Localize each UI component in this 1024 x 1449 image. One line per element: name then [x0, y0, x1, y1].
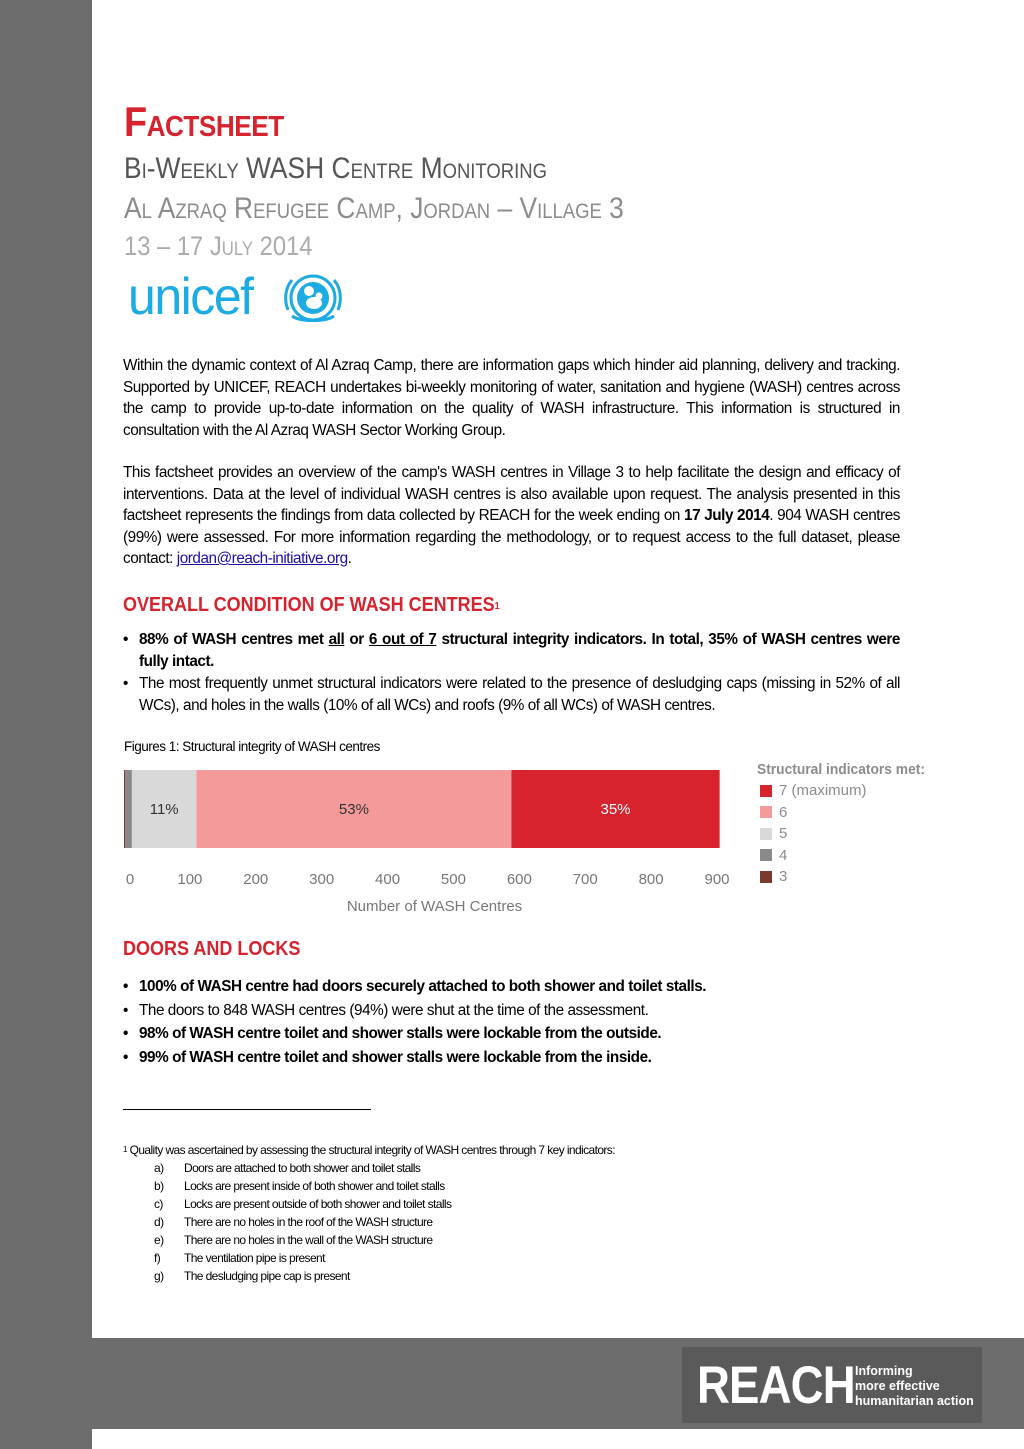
x-tick-label: 900 — [704, 871, 730, 888]
footnote-item — [154, 1159, 903, 1177]
legend-swatch — [760, 828, 772, 840]
footnote-item-label: g) — [154, 1269, 164, 1283]
footnote-item-text: There are no holes in the roof of the WASH structure — [184, 1215, 433, 1229]
legend-title: Structural indicators met: — [757, 761, 925, 778]
legend-item — [757, 823, 957, 845]
reach-tagline — [855, 1364, 980, 1409]
bullet-text: structural integrity indicators. In total, 35% of WASH centres were fully intact. — [139, 631, 900, 670]
footnote-item — [154, 1267, 903, 1285]
footnote — [123, 1141, 903, 1285]
list-item: • 100% of WASH centre had doors securely attached to both shower and toilet stalls. — [123, 975, 900, 999]
structural-integrity-chart — [120, 760, 740, 920]
x-tick-label: 200 — [243, 871, 269, 888]
list-item: • The doors to 848 WASH centres (94%) were shut at the time of the assessment. — [123, 999, 900, 1023]
list-item — [123, 629, 900, 673]
bullet-text-underlined: all — [328, 631, 345, 648]
list-item: • 98% of WASH centre toilet and shower stalls were lockable from the outside. — [123, 1022, 900, 1046]
legend-items — [757, 780, 957, 888]
footnote-divider — [123, 1109, 371, 1110]
footnote-item — [154, 1213, 903, 1231]
footnote-item-label: e) — [154, 1233, 164, 1247]
date-range: 13 – 17 July 2014 — [124, 231, 313, 261]
bar-data-label: 11% — [149, 801, 179, 818]
doors-locks-list — [123, 975, 900, 1069]
chart-legend — [757, 760, 957, 888]
footnote-item — [154, 1231, 903, 1249]
footnote-item-label: b) — [154, 1179, 164, 1193]
legend-swatch — [760, 871, 772, 883]
section-heading-overall-condition — [123, 593, 500, 617]
footnote-item-text: The ventilation pipe is present — [184, 1251, 325, 1265]
bullet-text: 88% of WASH centres met — [139, 631, 329, 648]
unicef-wordmark: unicef — [128, 268, 253, 326]
legend-item — [757, 845, 957, 867]
page-subtitle: Al Azraq Refugee Camp, Jordan – Village 3 — [124, 192, 624, 225]
x-tick-label: 800 — [638, 871, 664, 888]
x-tick-label: 0 — [125, 871, 135, 888]
legend-swatch — [760, 806, 772, 818]
footnote-item — [154, 1177, 903, 1195]
week-ending-date: 17 July 2014 — [684, 507, 770, 524]
footnote-item-text: The desludging pipe cap is present — [184, 1269, 350, 1283]
footnote-item-text: Doors are attached to both shower and toilet stalls — [184, 1161, 421, 1175]
bar-data-label: 53% — [338, 801, 369, 818]
figure-caption: Figures 1: Structural integrity of WASH centres — [124, 739, 380, 754]
legend-label: 3 — [779, 868, 788, 886]
footnote-marker: 1 — [494, 601, 500, 612]
bar-data-label: 35% — [600, 801, 631, 818]
intro-paragraph-2-text-a: This factsheet provides an overview of the camp's WASH centres in Village 3 to help facilitate the design and efficacy of interventions. Data at the level of individual WASH centres is also available upon request. The analysis presented in this factsheet represents the findings from data collected by REACH for the week ending on — [123, 464, 900, 524]
footnote-item — [154, 1195, 903, 1213]
footnote-intro-text: Quality was ascertained by assessing the structural integrity of WASH centres through 7 key indicators: — [126, 1143, 615, 1157]
footnote-item-text: There are no holes in the wall of the WASH structure — [184, 1233, 433, 1247]
footnote-item-text: Locks are present inside of both shower and toilet stalls — [184, 1179, 445, 1193]
footnote-item-label: a) — [154, 1161, 164, 1175]
x-tick-label: 300 — [309, 871, 335, 888]
reach-wordmark: REACH — [697, 1356, 855, 1415]
legend-item — [757, 780, 957, 802]
unicef-logo — [128, 268, 348, 328]
x-tick-label: 100 — [177, 871, 203, 888]
overall-condition-list — [123, 629, 900, 717]
legend-swatch — [760, 849, 772, 861]
reach-tagline-line: Informing — [855, 1364, 913, 1378]
footnote-item-label: f) — [154, 1251, 161, 1265]
x-tick-label: 700 — [572, 871, 598, 888]
footnote-item-label: c) — [154, 1197, 163, 1211]
legend-item — [757, 802, 957, 824]
footnote-item-text: Locks are present outside of both shower and toilet stalls — [184, 1197, 452, 1211]
footnote-indicator-list — [154, 1159, 903, 1285]
x-tick-label: 500 — [440, 871, 466, 888]
list-item: • The most frequently unmet structural indicators were related to the presence of desludging caps (missing in 52% of all WCs), and holes in the walls (10% of all WCs) and roofs (9% of all WCs) of WASH centres. — [123, 673, 900, 717]
section-heading-overall-text: OVERALL CONDITION OF WASH CENTRES — [123, 594, 495, 616]
bullet-text: or — [344, 631, 369, 648]
intro-paragraph-2-end: . — [347, 550, 352, 567]
footnote-item — [154, 1249, 903, 1267]
intro-paragraph-2 — [123, 462, 900, 570]
page-title: Bi-Weekly WASH Centre Monitoring — [124, 152, 547, 185]
footnote-intro — [123, 1141, 903, 1159]
document-type-title: Factsheet — [124, 98, 284, 145]
intro-paragraph-2-text-b: . 904 WASH centres (99%) were assessed. For more information regarding the methodology, or to request access to the full dataset, please contact: — [123, 507, 900, 567]
unicef-emblem-icon — [282, 270, 344, 326]
legend-item — [757, 866, 957, 888]
intro-paragraph-1: Within the dynamic context of Al Azraq Camp, there are information gaps which hinder aid planning, delivery and tracking. Supported by UNICEF, REACH undertakes bi-weekly monitoring of water, sanitation and hygiene (WASH) centres across the camp to provide up-to-date information on the quality of WASH infrastructure. This information is structured in consultation with the Al Azraq WASH Sector Working Group. — [123, 357, 900, 439]
bullet-text-underlined: 6 out of 7 — [368, 631, 437, 648]
legend-label: 5 — [779, 825, 788, 843]
list-item: • 99% of WASH centre toilet and shower stalls were lockable from the inside. — [123, 1046, 900, 1070]
legend-label: 7 (maximum) — [779, 782, 867, 800]
reach-tagline-line: more effective — [855, 1379, 940, 1393]
x-tick-label: 600 — [506, 871, 532, 888]
x-tick-label: 400 — [375, 871, 401, 888]
reach-tagline-line: humanitarian action — [855, 1394, 974, 1408]
bar-segment-3 — [124, 770, 125, 848]
left-side-band — [0, 0, 92, 1449]
footnote-item-label: d) — [154, 1215, 164, 1229]
section-heading-doors-locks: DOORS AND LOCKS — [123, 938, 301, 960]
footnote-number: 1 — [123, 1145, 127, 1154]
contact-email-link[interactable]: jordan@reach-initiative.org — [176, 550, 348, 567]
bar-segment-4 — [125, 770, 132, 848]
legend-swatch — [760, 785, 772, 797]
x-axis-label: Number of WASH Centres — [346, 898, 523, 915]
legend-label: 4 — [779, 846, 788, 864]
legend-label: 6 — [779, 803, 788, 821]
